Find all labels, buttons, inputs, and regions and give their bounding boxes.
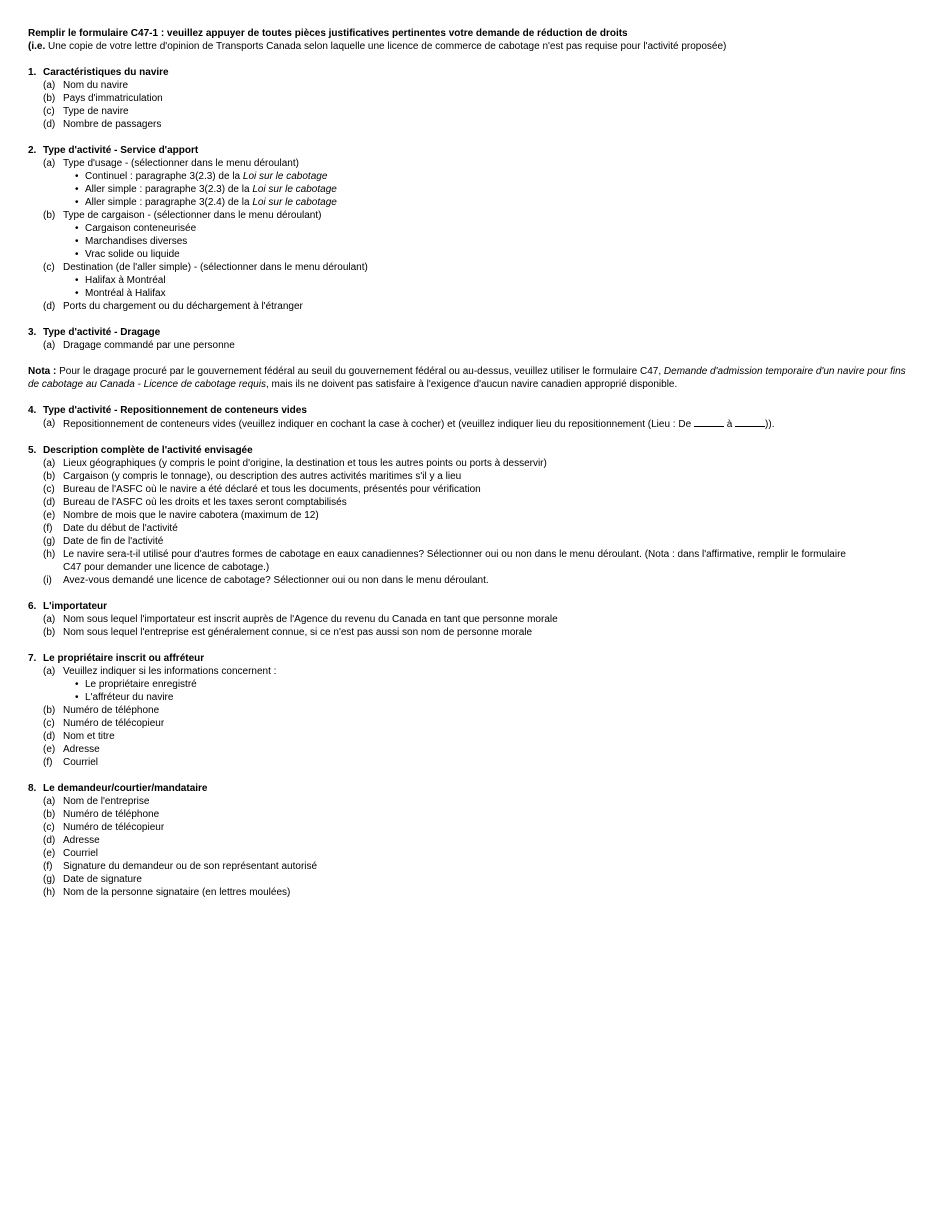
form-instruction-title: Remplir le formulaire C47-1 : veuillez appuyer de toutes pièces justificatives pertinentes votre demande de réduction de droits bbox=[28, 28, 628, 39]
section-heading bbox=[28, 782, 922, 795]
nota-form-title: Demande d'admission temporaire d'un navire pour fins de cabotage au Canada - Licence de cabotage requis bbox=[28, 366, 906, 390]
item-label: (b) bbox=[43, 471, 56, 482]
item-label: (c) bbox=[43, 822, 55, 833]
list-item bbox=[28, 483, 922, 496]
item-label: (d) bbox=[43, 119, 56, 130]
list-item bbox=[28, 886, 922, 899]
bullet-icon: • bbox=[75, 692, 79, 703]
item-text: Adresse bbox=[63, 744, 100, 755]
item-text: Nom du navire bbox=[63, 80, 129, 91]
item-text: Bureau de l'ASFC où le navire a été déclaré et tous les documents, présentés pour vérification bbox=[63, 484, 481, 495]
bullet-icon: • bbox=[75, 223, 79, 234]
section-heading bbox=[28, 404, 922, 417]
item-text: Nombre de passagers bbox=[63, 119, 162, 130]
list-item bbox=[28, 509, 922, 522]
item-label: (d) bbox=[43, 497, 56, 508]
section-number: 3. bbox=[28, 327, 37, 338]
list-item bbox=[28, 300, 922, 313]
item-text: Date de signature bbox=[63, 874, 142, 885]
section-title: L'importateur bbox=[43, 601, 108, 612]
section-number: 2. bbox=[28, 145, 37, 156]
item-label: (a) bbox=[43, 158, 56, 169]
section-title: Le propriétaire inscrit ou affréteur bbox=[43, 653, 205, 664]
item-label: (a) bbox=[43, 614, 56, 625]
bullet-text: Continuel : paragraphe 3(2.3) de la bbox=[85, 171, 243, 182]
section-2 bbox=[28, 144, 922, 313]
bullet-item bbox=[28, 691, 922, 704]
item-label: (i) bbox=[43, 575, 52, 586]
item-label: (a) bbox=[43, 666, 56, 677]
section-heading bbox=[28, 444, 922, 457]
item-text: Type de cargaison - (sélectionner dans le menu déroulant) bbox=[63, 210, 322, 221]
item-text: Nom de l'entreprise bbox=[63, 796, 150, 807]
bullet-text: Halifax à Montréal bbox=[85, 275, 166, 286]
item-label: (c) bbox=[43, 484, 55, 495]
item-label: (e) bbox=[43, 510, 56, 521]
item-label: (b) bbox=[43, 627, 56, 638]
section-6 bbox=[28, 600, 922, 639]
section-number: 5. bbox=[28, 445, 37, 456]
item-text-end: )). bbox=[765, 419, 775, 430]
item-text: Repositionnement de conteneurs vides (veuillez indiquer en cochant la case à cocher) et (veuillez indiquer lieu du repositionnement (Lieu : De bbox=[63, 419, 694, 430]
item-text: Courriel bbox=[63, 757, 99, 768]
list-item bbox=[28, 613, 922, 626]
bullet-icon: • bbox=[75, 275, 79, 286]
item-label: (c) bbox=[43, 262, 55, 273]
bullet-item bbox=[28, 170, 922, 183]
list-item bbox=[28, 821, 922, 834]
item-label: (a) bbox=[43, 418, 56, 429]
item-label: (b) bbox=[43, 210, 56, 221]
item-text: Pays d'immatriculation bbox=[63, 93, 163, 104]
ie-text: Une copie de votre lettre d'opinion de Transports Canada selon laquelle une licence de commerce de cabotage n'est pas requise pour l'activité proposée) bbox=[45, 41, 727, 52]
item-label: (a) bbox=[43, 458, 56, 469]
list-item bbox=[28, 496, 922, 509]
item-text: Type d'usage - (sélectionner dans le menu déroulant) bbox=[63, 158, 299, 169]
section-number: 8. bbox=[28, 783, 37, 794]
item-label: (b) bbox=[43, 705, 56, 716]
list-item bbox=[28, 79, 922, 92]
list-item bbox=[28, 756, 922, 769]
item-label: (d) bbox=[43, 301, 56, 312]
nota-text-end: , mais ils ne doivent pas satisfaire à l'exigence d'aucun navire canadien approprié disponible. bbox=[265, 379, 678, 390]
list-item bbox=[28, 795, 922, 808]
law-title: Loi sur le cabotage bbox=[252, 184, 337, 195]
item-text: Date de fin de l'activité bbox=[63, 536, 164, 547]
item-text: Adresse bbox=[63, 835, 100, 846]
list-item bbox=[28, 730, 922, 743]
item-label: (f) bbox=[43, 861, 53, 872]
section-title: Type d'activité - Repositionnement de conteneurs vides bbox=[43, 405, 307, 416]
list-item bbox=[28, 522, 922, 535]
item-text: Nom et titre bbox=[63, 731, 115, 742]
section-5 bbox=[28, 444, 922, 587]
bullet-icon: • bbox=[75, 197, 79, 208]
section-heading bbox=[28, 144, 922, 157]
bullet-text: Le propriétaire enregistré bbox=[85, 679, 197, 690]
form-instruction-note bbox=[28, 40, 922, 53]
bullet-icon: • bbox=[75, 288, 79, 299]
list-item bbox=[28, 209, 922, 222]
bullet-text: Montréal à Halifax bbox=[85, 288, 166, 299]
item-label: (a) bbox=[43, 340, 56, 351]
section-title: Type d'activité - Dragage bbox=[43, 327, 161, 338]
list-item bbox=[28, 743, 922, 756]
item-label: (b) bbox=[43, 93, 56, 104]
item-text: Type de navire bbox=[63, 106, 129, 117]
list-item bbox=[28, 470, 922, 483]
item-text: Le navire sera-t-il utilisé pour d'autres formes de cabotage en eaux canadiennes? Sélectionner oui ou non dans le menu déroulant. (Nota : dans l'affirmative, remplir le formulaire bbox=[63, 549, 846, 560]
location-to-blank bbox=[735, 417, 765, 427]
item-text: Numéro de télécopieur bbox=[63, 822, 165, 833]
item-text: Bureau de l'ASFC où les droits et les taxes seront comptabilisés bbox=[63, 497, 347, 508]
item-text: Numéro de téléphone bbox=[63, 705, 160, 716]
list-item bbox=[28, 847, 922, 860]
item-label: (g) bbox=[43, 536, 56, 547]
item-label: (b) bbox=[43, 809, 56, 820]
list-item bbox=[28, 574, 922, 587]
item-label: (e) bbox=[43, 848, 56, 859]
location-from-blank bbox=[694, 417, 724, 427]
bullet-text: Marchandises diverses bbox=[85, 236, 188, 247]
section-title: Caractéristiques du navire bbox=[43, 67, 169, 78]
bullet-icon: • bbox=[75, 184, 79, 195]
bullet-item bbox=[28, 678, 922, 691]
item-label: (a) bbox=[43, 796, 56, 807]
item-continuation: C47 pour demander une licence de cabotage.) bbox=[63, 562, 270, 573]
bullet-item bbox=[28, 235, 922, 248]
item-text: Date du début de l'activité bbox=[63, 523, 178, 534]
section-heading bbox=[28, 600, 922, 613]
list-item bbox=[28, 417, 922, 431]
list-item bbox=[28, 457, 922, 470]
list-item bbox=[28, 339, 922, 352]
item-text: Signature du demandeur ou de son représentant autorisé bbox=[63, 861, 318, 872]
item-text: Nom de la personne signataire (en lettres moulées) bbox=[63, 887, 291, 898]
item-label: (d) bbox=[43, 731, 56, 742]
nota-paragraph bbox=[28, 365, 908, 391]
bullet-icon: • bbox=[75, 171, 79, 182]
list-item bbox=[28, 834, 922, 847]
section-number: 4. bbox=[28, 405, 37, 416]
bullet-item bbox=[28, 222, 922, 235]
item-label: (h) bbox=[43, 549, 56, 560]
item-label: (g) bbox=[43, 874, 56, 885]
list-item bbox=[28, 535, 922, 548]
section-title: Type d'activité - Service d'apport bbox=[43, 145, 199, 156]
ie-label: (i.e. bbox=[28, 41, 46, 52]
section-number: 6. bbox=[28, 601, 37, 612]
nota-label: Nota : bbox=[28, 366, 57, 377]
nota-text: Pour le dragage procuré par le gouvernement fédéral au seuil du gouvernement fédéral ou au-dessus, veuillez utiliser le formulaire C47, bbox=[56, 366, 664, 377]
list-item bbox=[28, 261, 922, 274]
bullet-icon: • bbox=[75, 679, 79, 690]
bullet-text: Aller simple : paragraphe 3(2.3) de la bbox=[85, 184, 253, 195]
item-text: Nombre de mois que le navire cabotera (maximum de 12) bbox=[63, 510, 319, 521]
list-item bbox=[28, 704, 922, 717]
item-text: Veuillez indiquer si les informations concernent : bbox=[63, 666, 277, 677]
item-label: (c) bbox=[43, 718, 55, 729]
list-item bbox=[28, 717, 922, 730]
list-item bbox=[28, 92, 922, 105]
list-item bbox=[28, 548, 922, 561]
item-text: Destination (de l'aller simple) - (sélectionner dans le menu déroulant) bbox=[63, 262, 368, 273]
bullet-item bbox=[28, 287, 922, 300]
section-title: Le demandeur/courtier/mandataire bbox=[43, 783, 208, 794]
law-title: Loi sur le cabotage bbox=[242, 171, 328, 182]
section-3 bbox=[28, 326, 922, 352]
section-number: 7. bbox=[28, 653, 37, 664]
bullet-item bbox=[28, 196, 922, 209]
item-text: Nom sous lequel l'entreprise est généralement connue, si ce n'est pas aussi son nom de personne morale bbox=[63, 627, 533, 638]
item-label: (e) bbox=[43, 744, 56, 755]
item-text: Avez-vous demandé une licence de cabotage? Sélectionner oui ou non dans le menu déroulant. bbox=[63, 575, 489, 586]
item-label: (a) bbox=[43, 80, 56, 91]
item-text: Dragage commandé par une personne bbox=[63, 340, 235, 351]
list-item bbox=[28, 860, 922, 873]
bullet-text: L'affréteur du navire bbox=[85, 692, 174, 703]
list-item bbox=[28, 873, 922, 886]
item-text: Lieux géographiques (y compris le point d'origine, la destination et tous les autres points ou ports à desservir) bbox=[63, 458, 547, 469]
bullet-text: Vrac solide ou liquide bbox=[85, 249, 180, 260]
section-4 bbox=[28, 404, 922, 431]
list-item bbox=[28, 626, 922, 639]
bullet-icon: • bbox=[75, 236, 79, 247]
item-label: (f) bbox=[43, 523, 53, 534]
item-label: (c) bbox=[43, 106, 55, 117]
item-text: Numéro de télécopieur bbox=[63, 718, 165, 729]
item-text: Cargaison (y compris le tonnage), ou description des autres activités maritimes s'il y a lieu bbox=[63, 471, 462, 482]
item-text: Nom sous lequel l'importateur est inscrit auprès de l'Agence du revenu du Canada en tant que personne morale bbox=[63, 614, 558, 625]
bullet-item bbox=[28, 183, 922, 196]
section-heading bbox=[28, 326, 922, 339]
law-title: Loi sur le cabotage bbox=[252, 197, 337, 208]
section-number: 1. bbox=[28, 67, 37, 78]
item-label: (d) bbox=[43, 835, 56, 846]
item-text-connector: à bbox=[723, 419, 736, 430]
section-heading bbox=[28, 652, 922, 665]
bullet-item bbox=[28, 248, 922, 261]
item-text: Courriel bbox=[63, 848, 99, 859]
bullet-text: Aller simple : paragraphe 3(2.4) de la bbox=[85, 197, 253, 208]
bullet-icon: • bbox=[75, 249, 79, 260]
list-item bbox=[28, 665, 922, 678]
item-text: Ports du chargement ou du déchargement à l'étranger bbox=[63, 301, 303, 312]
section-7 bbox=[28, 652, 922, 769]
section-8 bbox=[28, 782, 922, 899]
item-label: (h) bbox=[43, 887, 56, 898]
list-item bbox=[28, 118, 922, 131]
section-heading bbox=[28, 66, 922, 79]
section-title: Description complète de l'activité envisagée bbox=[43, 445, 253, 456]
item-text: Numéro de téléphone bbox=[63, 809, 160, 820]
item-label: (f) bbox=[43, 757, 53, 768]
bullet-text: Cargaison conteneurisée bbox=[85, 223, 197, 234]
list-item bbox=[28, 105, 922, 118]
section-1 bbox=[28, 66, 922, 131]
bullet-item bbox=[28, 274, 922, 287]
list-item bbox=[28, 157, 922, 170]
list-item bbox=[28, 808, 922, 821]
